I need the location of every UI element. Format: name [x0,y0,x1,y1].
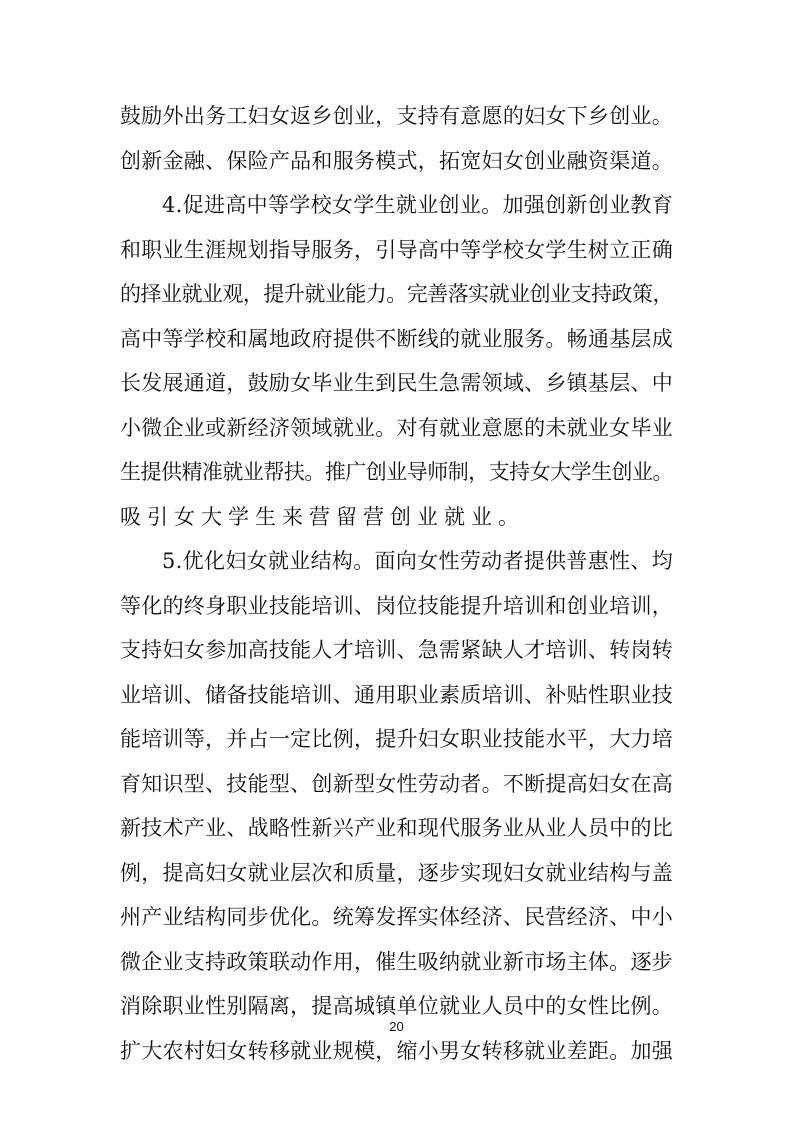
body-text-line: 等化的终身职业技能培训、岗位技能提升培训和创业培训， [120,593,673,618]
body-text-line: 生提供精准就业帮扶。推广创业导师制，支持女大学生创业。 [120,460,673,484]
body-text-line: 州产业结构同步优化。统筹发挥实体经济、民营经济、中小 [120,905,673,929]
body-text-line: 例，提高妇女就业层次和质量，逐步实现妇女就业结构与盖 [120,860,673,885]
body-text-line: 吸引女大学生来营留营创业就业。 [120,504,525,529]
body-text-line: 业培训、储备技能培训、通用职业素质培训、补贴性职业技 [120,682,673,707]
body-text-line: 新技术产业、战略性新兴产业和现代服务业从业人员中的比 [120,816,673,840]
body-text-line: 扩大农村妇女转移就业规模，缩小男女转移就业差距。加强 [120,1038,673,1063]
body-text-line: 能培训等，并占一定比例，提升妇女职业技能水平，大力培 [120,727,673,751]
section-4-heading-line: 4.促进高中等学校女学生就业创业。加强创新创业教育 [162,193,674,217]
body-text-line: 消除职业性别隔离，提高城镇单位就业人员中的女性比例。 [120,994,673,1018]
body-text-line: 长发展通道，鼓励女毕业生到民生急需领域、乡镇基层、中 [120,371,673,395]
section-5-heading-line: 5.优化妇女就业结构。面向女性劳动者提供普惠性、均 [162,549,674,573]
body-text-line: 育知识型、技能型、创新型女性劳动者。不断提高妇女在高 [120,771,673,796]
body-text-line: 和职业生涯规划指导服务，引导高中等学校女学生树立正确 [120,237,673,262]
body-text-line: 支持妇女参加高技能人才培训、急需紧缺人才培训、转岗转 [120,638,673,662]
body-text-line: 鼓励外出务工妇女返乡创业，支持有意愿的妇女下乡创业。 [120,104,673,128]
body-text-line: 的择业就业观，提升就业能力。完善落实就业创业支持政策， [120,282,673,306]
body-text-line: 微企业支持政策联动作用，催生吸纳就业新市场主体。逐步 [120,949,673,974]
body-text-line: 创新金融、保险产品和服务模式，拓宽妇女创业融资渠道。 [120,148,673,173]
page-number: 20 [389,1019,404,1034]
body-text-line: 小微企业或新经济领域就业。对有就业意愿的未就业女毕业 [120,415,673,440]
body-text-line: 高中等学校和属地政府提供不断线的就业服务。畅通基层成 [120,326,673,351]
